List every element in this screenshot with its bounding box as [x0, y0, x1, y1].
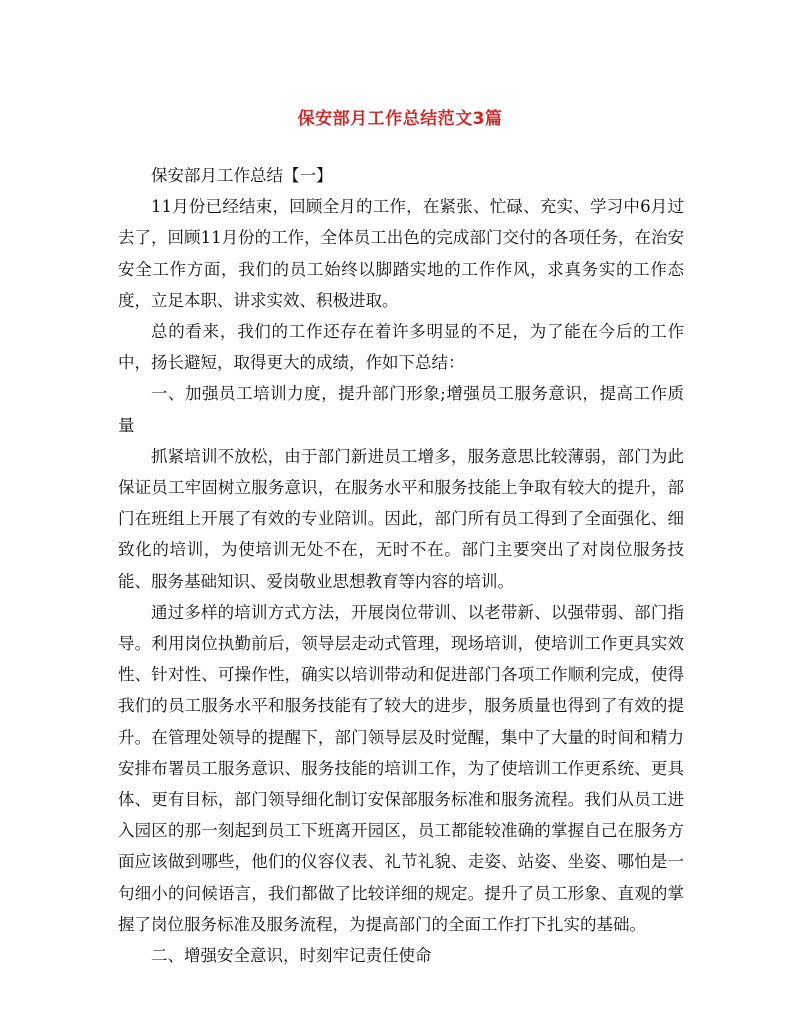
paragraph: 11月份已经结束，回顾全月的工作，在紧张、忙碌、充实、学习中6月过去了，回顾11月份的工作，全体员工出色的完成部门交付的各项任务，在治安安全工作方面，我们的员工始终以脚踏实地的工作作风，求真务实的工作态度，立足本职、讲求实效、积极进取。: [118, 197, 684, 310]
subheading: 一、加强员工培训力度，提升部门形象;增强员工服务意识，提高工作质量: [118, 384, 684, 435]
paragraph: 总的看来，我们的工作还存在着许多明显的不足，为了能在今后的工作中，扬长避短，取得更大的成绩，作如下总结：: [118, 322, 684, 373]
paragraph: 通过多样的培训方式方法，开展岗位带训、以老带新、以强带弱、部门指导。利用岗位执勤前后，领导层走动式管理，现场培训，使培训工作更具实效性、针对性、可操作性，确实以培训带动和促进部门各项工作顺利完成，使得我们的员工服务水平和服务技能有了较大的进步，服务质量也得到了有效的提升。在管理处领导的提醒下，部门领导层及时觉醒，集中了大量的时间和精力安排布署员工服务意识、服务技能的培训工作，为了使培训工作更系统、更具体、更有目标，部门领导细化制订安保部服务标准和服务流程。我们从员工进入园区的那一刻起到员工下班离开园区，员工都能较准确的掌握自己在服务方面应该做到哪些，他们的仪容仪表、礼节礼貌、走姿、站姿、坐姿、哪怕是一句细小的问候语言，我们都做了比较详细的规定。提升了员工形象、直观的掌握了岗位服务标准及服务流程，为提高部门的全面工作打下扎实的基础。: [118, 602, 684, 934]
paragraph: 抓紧培训不放松，由于部门新进员工增多，服务意思比较薄弱，部门为此保证员工牢固树立服务意识，在服务水平和服务技能上争取有较大的提升，部门在班组上开展了有效的专业陪训。因此，部门所有员工得到了全面强化、细致化的培训，为使培训无处不在，无时不在。部门主要突出了对岗位服务技能、服务基础知识、爱岗敬业思想教育等内容的培训。: [118, 446, 684, 591]
subheading: 二、增强安全意识，时刻牢记责任使命: [151, 946, 432, 966]
section-heading: 保安部月工作总结【一】: [151, 166, 333, 185]
document-body: [118, 160, 684, 971]
document-title: 保安部月工作总结范文3篇: [297, 109, 503, 129]
